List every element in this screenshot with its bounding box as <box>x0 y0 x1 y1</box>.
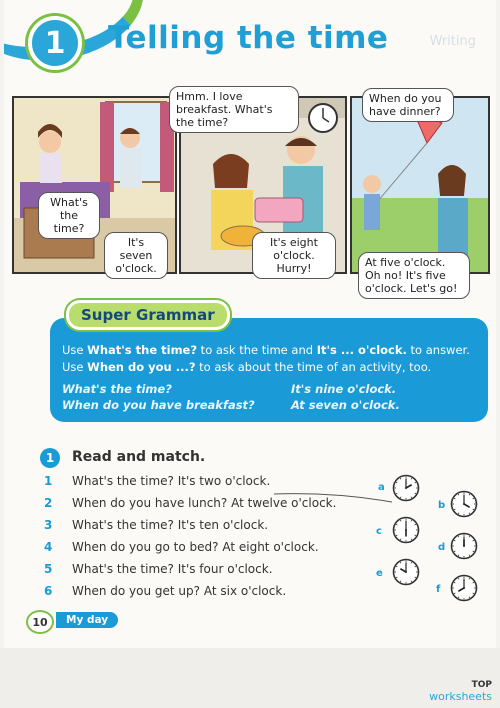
list-item <box>44 584 336 606</box>
unit-number-badge: 1 <box>28 16 82 70</box>
unit-name-label: My day <box>56 612 118 628</box>
watermark <box>429 680 492 702</box>
item-text: When do you get up? At six o'clock. <box>72 584 287 598</box>
grammar-rule-1 <box>62 342 476 359</box>
clock-icon <box>392 558 420 586</box>
item-number: 3 <box>44 518 53 532</box>
speech-bubble: It's eight o'clock. Hurry! <box>252 232 336 279</box>
speech-bubble: What's the time? <box>38 192 100 239</box>
clock-icon <box>450 490 478 518</box>
scan-bottom-band <box>0 648 500 708</box>
example-answer: It's nine o'clock. <box>291 382 397 396</box>
item-number: 5 <box>44 562 53 576</box>
park-illustration <box>352 98 490 274</box>
speech-bubble: Hmm. I love breakfast. What's the time? <box>169 86 299 133</box>
item-text: What's the time? It's two o'clock. <box>72 474 271 488</box>
grammar-box <box>50 318 488 422</box>
item-text: When do you go to bed? At eight o'clock. <box>72 540 319 554</box>
rule-text: to ask the time and <box>197 343 317 357</box>
rule-text: Use <box>62 343 88 357</box>
grammar-examples <box>62 382 476 412</box>
clock-letter: c <box>376 526 382 537</box>
example-question: When do you have breakfast? <box>62 398 255 412</box>
clock-letter: d <box>438 542 446 553</box>
watermark-top: TOP <box>471 680 492 690</box>
grammar-rule-2 <box>62 359 476 376</box>
rule-key-phrase: What's the time? <box>87 343 198 357</box>
example-question: What's the time? <box>62 382 172 396</box>
page-number: 10 <box>26 610 54 634</box>
clock-letter: b <box>438 500 446 511</box>
clock-icon <box>450 532 478 560</box>
item-text: What's the time? It's ten o'clock. <box>72 518 269 532</box>
comic-panel-3 <box>350 96 490 274</box>
example-answer: At seven o'clock. <box>291 398 400 412</box>
exercise-title: Read and match. <box>72 449 206 465</box>
speech-bubble: At five o'clock. Oh no! It's five o'clock. Let's go! <box>358 252 470 299</box>
item-text: When do you have lunch? At twelve o'clock. <box>72 496 337 510</box>
rule-text: Use <box>62 360 88 374</box>
clock-icon <box>392 474 420 502</box>
clock-letter: e <box>376 568 383 579</box>
speech-bubble: When do you have dinner? <box>362 88 454 122</box>
clock-icon <box>450 574 478 602</box>
item-number: 6 <box>44 584 53 598</box>
worksheet-page <box>4 0 496 708</box>
item-number: 1 <box>44 474 53 488</box>
item-number: 2 <box>44 496 53 510</box>
bleed-through-text: Writing <box>429 34 476 49</box>
list-item <box>44 518 336 540</box>
rule-text: to answer. <box>406 343 470 357</box>
list-item <box>44 540 336 562</box>
clock-icon <box>392 516 420 544</box>
page-title: Telling the time <box>108 20 389 56</box>
rule-key-phrase: When do you ...? <box>87 360 196 374</box>
item-number: 4 <box>44 540 53 554</box>
rule-text: to ask about the time of an activity, too. <box>195 360 432 374</box>
match-line <box>274 490 394 504</box>
speech-bubble: It's seven o'clock. <box>104 232 168 279</box>
rule-key-phrase: It's ... o'clock. <box>316 343 407 357</box>
exercise-number: 1 <box>40 448 60 468</box>
list-item <box>44 562 336 584</box>
item-text: What's the time? It's four o'clock. <box>72 562 273 576</box>
clock-letter: a <box>378 482 385 493</box>
watermark-bottom: worksheets <box>429 690 492 703</box>
clock-letter: f <box>436 584 441 595</box>
grammar-heading: Super Grammar <box>66 300 230 330</box>
